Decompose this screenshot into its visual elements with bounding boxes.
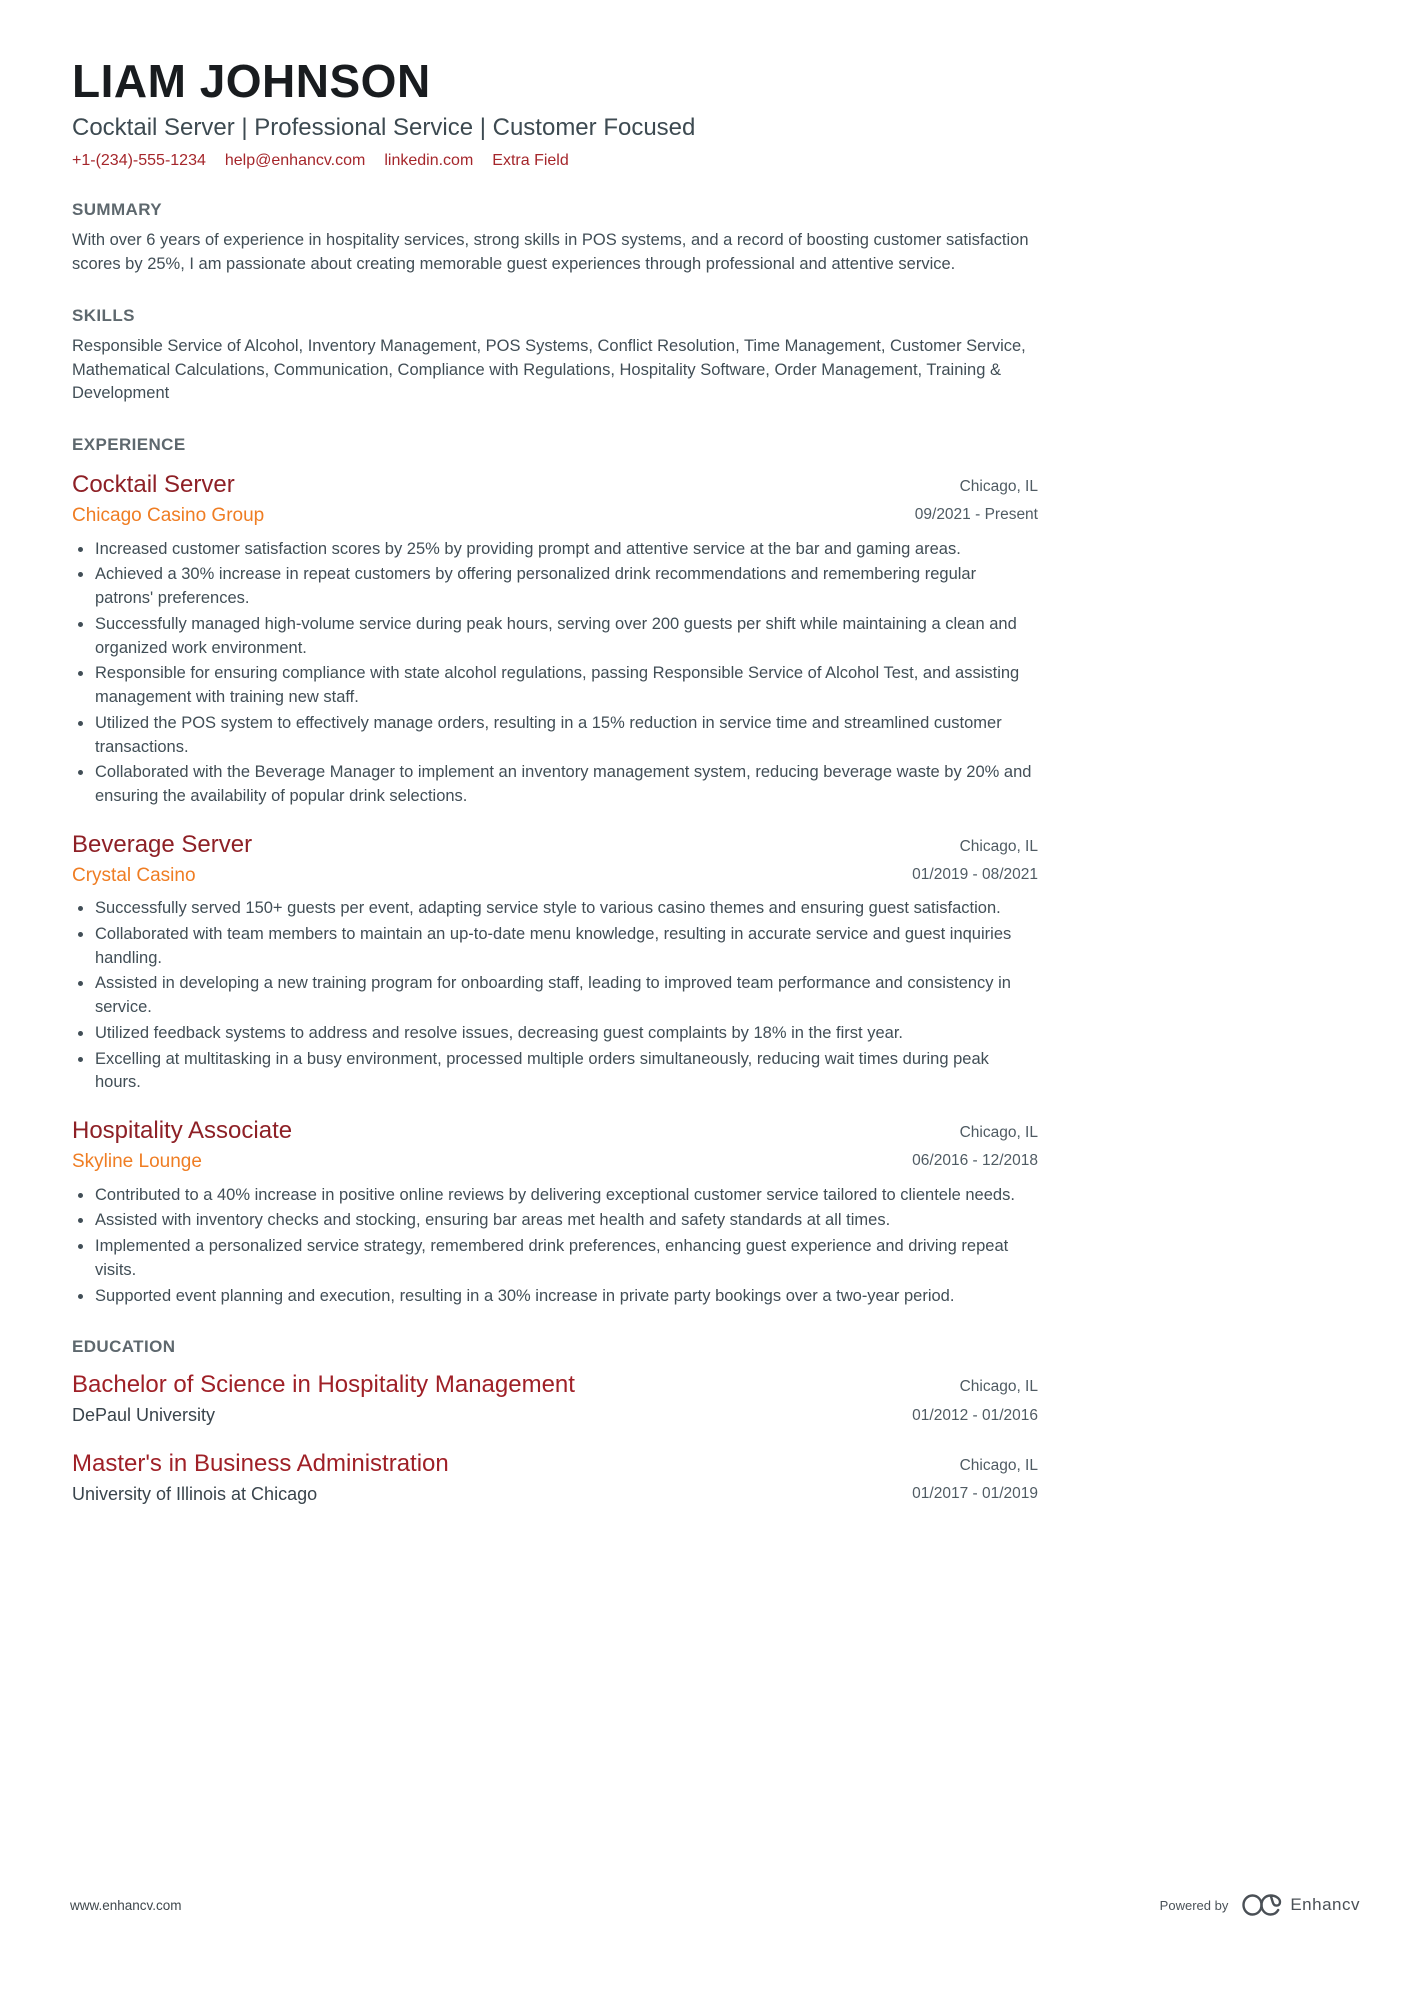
job-location: Chicago, IL bbox=[959, 478, 1038, 496]
education-dates: 01/2017 - 01/2019 bbox=[912, 1484, 1038, 1502]
powered-by-label: Powered by bbox=[1159, 1897, 1229, 1913]
job-title: Beverage Server bbox=[72, 830, 253, 858]
education-dates: 01/2012 - 01/2016 bbox=[912, 1406, 1038, 1424]
bullet-item: • Utilized the POS system to effectively manage orders, resulting in a 15% reduction in service time and streamlined customer transactions. bbox=[94, 712, 1038, 760]
bullet-item: • Successfully managed high-volume service during peak hours, serving over 200 guests per shift while maintaining a clean and organized work environment. bbox=[94, 613, 1038, 661]
education-location: Chicago, IL bbox=[959, 1378, 1038, 1396]
education-meta bbox=[912, 1450, 1038, 1508]
company-name: Chicago Casino Group bbox=[72, 504, 265, 526]
skills-section bbox=[72, 306, 1038, 406]
bullet-item: • Achieved a 30% increase in repeat customers by offering personalized drink recommendations and remembering regular patrons' preferences. bbox=[94, 563, 1038, 611]
bullet-item: • Collaborated with team members to maintain an up-to-date menu knowledge, resulting in accurate service and guest inquiries handling. bbox=[94, 923, 1038, 971]
education-location: Chicago, IL bbox=[959, 1456, 1038, 1474]
job-header-left bbox=[72, 471, 264, 528]
company-name: Crystal Casino bbox=[72, 864, 196, 886]
bullet-item: • Assisted in developing a new training program for onboarding staff, leading to improved team performance and consistency in service. bbox=[94, 972, 1038, 1020]
job-entry bbox=[72, 1117, 1038, 1308]
bullet-item: • Increased customer satisfaction scores by 25% by providing prompt and attentive service at the bar and gaming areas. bbox=[94, 538, 1038, 562]
summary-section bbox=[72, 200, 1038, 277]
experience-heading: EXPERIENCE bbox=[72, 435, 186, 455]
job-header-left bbox=[72, 831, 252, 888]
school-name: DePaul University bbox=[72, 1405, 216, 1426]
education-header bbox=[72, 1371, 1038, 1429]
education-header-left bbox=[72, 1450, 449, 1506]
contact-phone[interactable]: +1-(234)-555-1234 bbox=[72, 151, 206, 169]
job-header bbox=[72, 1117, 1038, 1175]
job-header-left bbox=[72, 1117, 292, 1174]
enhancv-wordmark: Enhancv bbox=[1290, 1895, 1360, 1914]
education-section bbox=[72, 1337, 1038, 1508]
summary-heading: SUMMARY bbox=[72, 200, 162, 220]
bullet-item: • Supported event planning and execution, resulting in a 30% increase in private party bookings over a two-year period. bbox=[94, 1285, 1038, 1309]
education-header-left bbox=[72, 1371, 575, 1427]
enhancv-logo-icon bbox=[1241, 1892, 1283, 1918]
education-meta bbox=[912, 1371, 1038, 1429]
bullet-item: • Contributed to a 40% increase in positive online reviews by delivering exceptional customer service tailored to clientele needs. bbox=[94, 1184, 1038, 1208]
bullet-item: • Excelling at multitasking in a busy environment, processed multiple orders simultaneously, reducing wait times during peak hours. bbox=[94, 1048, 1038, 1096]
contact-email[interactable]: help@enhancv.com bbox=[224, 151, 366, 169]
powered-by bbox=[1160, 1892, 1360, 1918]
bullet-item: • Responsible for ensuring compliance with state alcohol regulations, passing Responsible Service of Alcohol Test, and assisting management with training new staff. bbox=[94, 662, 1038, 710]
job-location: Chicago, IL bbox=[959, 837, 1038, 855]
footer-site-link[interactable]: www.enhancv.com bbox=[70, 1897, 182, 1913]
bullet-item: • Successfully served 150+ guests per event, adapting service style to various casino themes and ensuring guest satisfaction. bbox=[94, 897, 1038, 921]
job-header bbox=[72, 831, 1038, 889]
job-dates: 09/2021 - Present bbox=[914, 506, 1038, 524]
summary-text: With over 6 years of experience in hospitality services, strong skills in POS systems, and a record of boosting customer satisfaction scores by 25%, I am passionate about creating memorable guest experiences through professional and attentive service. bbox=[72, 231, 1029, 274]
job-location: Chicago, IL bbox=[959, 1124, 1038, 1142]
bullet-item: • Implemented a personalized service strategy, remembered drink preferences, enhancing guest experience and driving repeat visits. bbox=[94, 1235, 1038, 1283]
experience-section bbox=[72, 435, 1038, 1308]
job-dates: 06/2016 - 12/2018 bbox=[912, 1152, 1038, 1170]
job-bullets bbox=[72, 897, 1038, 1095]
bullet-item: • Assisted with inventory checks and stocking, ensuring bar areas met health and safety standards at all times. bbox=[94, 1209, 1038, 1233]
bullet-item: • Collaborated with the Beverage Manager to implement an inventory management system, reducing beverage waste by 20% and ensuring the availability of popular drink selections. bbox=[94, 761, 1038, 809]
job-entry bbox=[72, 831, 1038, 1095]
resume-content bbox=[72, 56, 1038, 1508]
enhancv-brand-link[interactable] bbox=[1241, 1892, 1360, 1918]
education-heading: EDUCATION bbox=[72, 1337, 176, 1357]
resume-header bbox=[72, 56, 1038, 171]
company-name: Skyline Lounge bbox=[72, 1151, 202, 1172]
skills-heading: SKILLS bbox=[72, 305, 135, 325]
job-meta bbox=[915, 471, 1038, 529]
contact-extra-field[interactable]: Extra Field bbox=[492, 151, 569, 169]
job-header bbox=[72, 471, 1038, 529]
name-heading: LIAM JOHNSON bbox=[72, 55, 431, 107]
contact-linkedin[interactable]: linkedin.com bbox=[384, 151, 474, 169]
bullet-item: • Utilized feedback systems to address and resolve issues, decreasing guest complaints by 18% in the first year. bbox=[94, 1022, 1038, 1046]
job-entry bbox=[72, 471, 1038, 809]
degree-title: Bachelor of Science in Hospitality Management bbox=[72, 1371, 575, 1399]
degree-title: Master's in Business Administration bbox=[72, 1449, 449, 1477]
education-header bbox=[72, 1450, 1038, 1508]
page-footer bbox=[0, 1892, 1410, 1918]
job-bullets bbox=[72, 538, 1038, 809]
skills-text: Responsible Service of Alcohol, Inventory Management, POS Systems, Conflict Resolution, Time Management, Customer Service, Mathematical Calculations, Communication, Compliance with Regulations, Hospitality Software, Order Management, Training & Development bbox=[72, 336, 1026, 403]
job-title: Cocktail Server bbox=[72, 471, 235, 499]
job-meta bbox=[912, 831, 1038, 889]
job-title: Hospitality Associate bbox=[72, 1117, 293, 1145]
education-entry bbox=[72, 1371, 1038, 1429]
headline: Cocktail Server | Professional Service | Customer Focused bbox=[72, 113, 696, 141]
job-dates: 01/2019 - 08/2021 bbox=[912, 866, 1038, 883]
contact-row bbox=[72, 151, 1038, 172]
job-bullets bbox=[72, 1184, 1038, 1309]
job-meta bbox=[912, 1117, 1038, 1175]
school-name: University of Illinois at Chicago bbox=[72, 1483, 318, 1504]
education-entry bbox=[72, 1450, 1038, 1508]
